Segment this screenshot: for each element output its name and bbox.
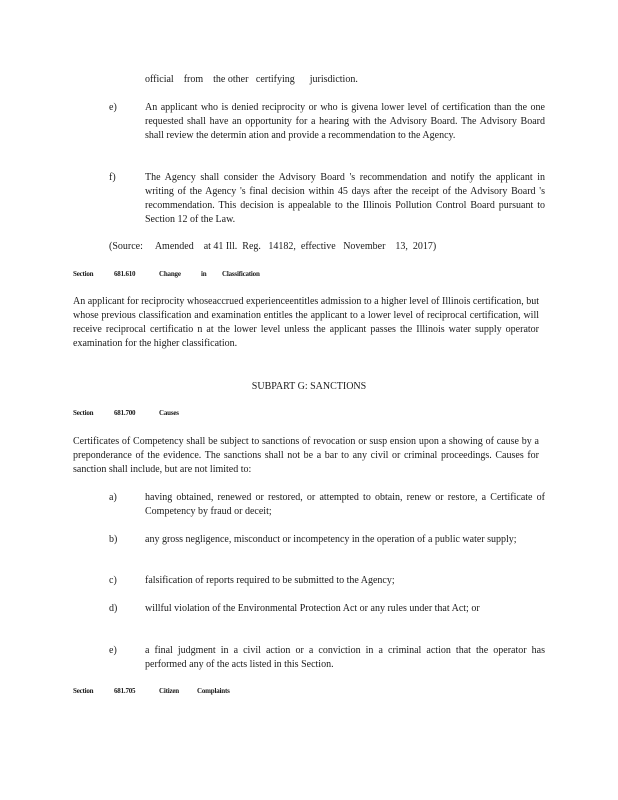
section-title-part: Citizen <box>159 687 179 695</box>
list-item-text: willful violation of the Environmental Protection Act or any rules under that Act; or <box>145 603 480 614</box>
list-item-label: b) <box>109 534 118 545</box>
section-word: Section <box>73 270 94 278</box>
list-item-label: e) <box>109 645 117 656</box>
list-item-text: having obtained, renewed or restored, or attempted to obtain, renew or restore, a Certificate of Competency by fraud or deceit; <box>145 492 545 517</box>
list-item-text: falsification of reports required to be submitted to the Agency; <box>145 575 395 586</box>
list-item-e <box>109 644 549 674</box>
list-item-text: any gross negligence, misconduct or incompetency in the operation of a public water supply; <box>145 534 517 545</box>
section-title-part: Classification <box>222 270 260 278</box>
section-number: 681.610 <box>114 270 136 278</box>
section-title-part: Change <box>159 270 181 278</box>
section-word: Section <box>73 687 94 695</box>
section-heading-681-610 <box>73 270 373 280</box>
list-item-e-top <box>109 101 549 161</box>
paragraph-681-610: An applicant for reciprocity whoseaccrued experienceentitles admission to a higher level of Illinois certification, but whose previous classification and examination entitles the applicant to a lower level of reciprocal certification, will receive reciprocal certificatio n at the lower level unless the applicant passes the Illinois water supply operator examination for the higher classification. <box>73 296 539 349</box>
section-number: 681.705 <box>114 687 136 695</box>
section-title-part: Complaints <box>197 687 230 695</box>
section-heading-681-700 <box>73 409 373 419</box>
section-title-part: in <box>201 270 207 278</box>
list-item-label: a) <box>109 492 117 503</box>
list-item-label: e) <box>109 102 117 113</box>
list-item-f-top <box>109 171 549 231</box>
list-item-label: f) <box>109 172 116 183</box>
list-item-text: a final judgment in a civil action or a conviction in a criminal action that the operator has performed any of the acts listed in this Section. <box>145 645 545 670</box>
list-item-c <box>109 574 549 590</box>
list-item-label: d) <box>109 603 118 614</box>
list-item-label: c) <box>109 575 117 586</box>
subpart-heading: SUBPART G: SANCTIONS <box>251 381 367 392</box>
source-note: (Source: Amended at 41 Ill. Reg. 14182, effective November 13, 2017) <box>109 241 437 252</box>
section-heading-681-705 <box>73 687 373 697</box>
paragraph-681-700: Certificates of Competency shall be subject to sanctions of revocation or susp ension upon a showing of cause by a preponderance of the evidence. The sanctions shall not be a bar to any civil or criminal proceedings. Causes for sanction shall include, but are not limited to: <box>73 436 539 475</box>
section-title-part: Causes <box>159 409 179 417</box>
list-item-text: An applicant who is denied reciprocity or who is givena lower level of certification than the one requested shall have an opportunity for a hearing with the Advisory Board. The Advisory Board shall review the determin ation and provide a recommendation to the Agency. <box>145 102 545 141</box>
continuation-line: official from the other certifying jurisdiction. <box>145 74 358 85</box>
list-item-text: The Agency shall consider the Advisory Board 's recommendation and notify the applicant in writing of the Agency 's final decision within 45 days after the receipt of the Advisory Board 's recommendation. This decision is appealable to the Illinois Pollution Control Board pursuant to Section 12 of the Law. <box>145 172 545 225</box>
list-item-a <box>109 491 549 521</box>
section-word: Section <box>73 409 94 417</box>
list-item-d <box>109 602 549 632</box>
section-number: 681.700 <box>114 409 136 417</box>
list-item-b <box>109 533 549 563</box>
